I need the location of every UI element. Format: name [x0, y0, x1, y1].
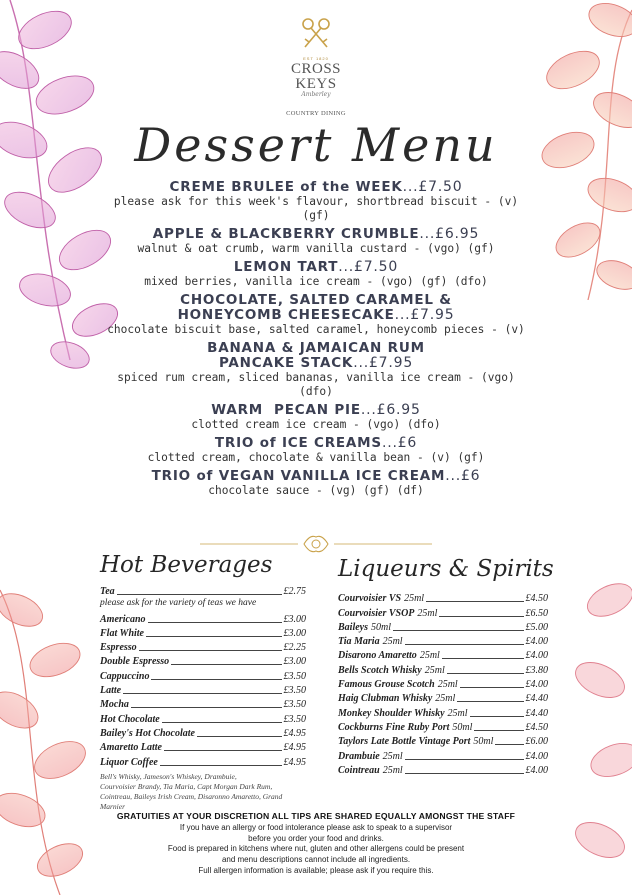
- dessert-name-rest: WEEK: [355, 179, 403, 195]
- list-item: [338, 661, 548, 675]
- dessert-price: ...£6: [445, 468, 481, 484]
- item-name: Liquor Coffee: [100, 756, 158, 768]
- leader-line: [160, 765, 282, 766]
- dessert-name-line1: BANANA & JAMAICAN RUM: [207, 340, 425, 356]
- hot-beverages-list: [100, 583, 306, 812]
- list-item: [100, 710, 306, 724]
- dessert-name-line1: CHOCOLATE, SALTED CARAMEL &: [180, 292, 452, 308]
- item-name: Double Espresso: [100, 656, 170, 668]
- item-price: £4.95: [283, 742, 306, 754]
- dessert-item: [100, 293, 532, 337]
- item-price: £4.00: [525, 636, 548, 648]
- dessert-name-rest: VEGAN VANILLA ICE CREAM: [218, 468, 446, 484]
- item-price: £3.50: [283, 699, 306, 711]
- list-item: [338, 604, 548, 618]
- item-name: Drambuie: [338, 750, 380, 762]
- cross-keys-logo: [270, 16, 362, 117]
- logo-name-line1: CROSS: [290, 61, 342, 77]
- dessert-list: [100, 180, 532, 502]
- liquor-note-line: Courvoisier Brandy, Tia Maria, Capt Morgan Dark Rum,: [100, 781, 273, 791]
- list-item: [338, 733, 548, 747]
- dessert-price: ...£6.95: [360, 402, 421, 418]
- list-item: [100, 610, 306, 624]
- dessert-item: [100, 180, 532, 223]
- leader-line: [171, 664, 281, 665]
- item-name: Cointreau: [338, 764, 380, 776]
- leader-line: [460, 687, 524, 688]
- item-name: Monkey Shoulder Whisky: [338, 707, 445, 719]
- item-price: £2.25: [283, 642, 306, 654]
- ornament-divider: [200, 534, 432, 554]
- spirit-rows: [338, 590, 548, 776]
- allergen-line: and menu descriptions cannot include all ingredients.: [221, 855, 411, 865]
- dessert-item: [100, 403, 532, 432]
- dessert-description: chocolate sauce - (vg) (gf) (df): [208, 484, 424, 497]
- leader-line: [393, 630, 524, 631]
- item-price: £4.00: [525, 750, 548, 762]
- item-size: 25ml: [419, 650, 440, 662]
- item-name: Courvoisier VSOP: [338, 607, 415, 619]
- item-price: £3.50: [283, 685, 306, 697]
- hot-beverages-title: Hot Beverages: [100, 552, 273, 578]
- dessert-name-line2: PANCAKE STACK: [218, 355, 354, 371]
- dessert-name: TRIO: [151, 468, 191, 484]
- item-name: Courvoisier VS: [338, 593, 402, 605]
- dessert-description: clotted cream ice cream - (vgo) (dfo): [191, 418, 441, 431]
- item-price: £4.40: [525, 707, 548, 719]
- liquor-note-line: Bell's Whisky, Jameson's Whiskey, Drambuie,: [100, 771, 237, 781]
- list-item: [100, 696, 306, 710]
- dessert-price: ...£7.95: [394, 307, 455, 323]
- item-size: 25ml: [437, 679, 458, 691]
- item-name: Amaretto Latte: [100, 742, 162, 754]
- leader-line: [457, 701, 523, 702]
- list-item: [100, 682, 306, 696]
- list-item: [338, 619, 548, 633]
- item-name: Latte: [100, 685, 122, 697]
- item-name: Haig Clubman Whisky: [338, 693, 433, 705]
- list-item: [338, 762, 548, 776]
- list-item: [338, 647, 548, 661]
- allergen-line: Food is prepared in kitchens where nut, gluten and other allergens could be present: [167, 844, 465, 854]
- dessert-description: walnut & oat crumb, warm vanilla custard - (vgo) (gf): [137, 242, 495, 255]
- leader-line: [442, 658, 524, 659]
- list-item: [338, 719, 548, 733]
- item-price: £3.00: [283, 613, 306, 625]
- list-item: [100, 583, 306, 597]
- dessert-price: ...£7.50: [402, 179, 463, 195]
- item-price: £6.50: [525, 607, 548, 619]
- item-name: Bells Scotch Whisky: [338, 664, 422, 676]
- dessert-name: CREME BRULEE: [169, 179, 295, 195]
- item-name: Mocha: [100, 699, 129, 711]
- hot-beverage-rows: [100, 610, 306, 767]
- item-name: Flat White: [100, 627, 144, 639]
- dessert-price: ...£7.50: [338, 259, 399, 275]
- leader-line: [405, 759, 524, 760]
- allergen-line: If you have an allergy or food intolerance please ask to speak to a supervisor: [179, 823, 453, 832]
- item-price: £3.00: [283, 627, 306, 639]
- leader-line: [405, 773, 524, 774]
- leader-line: [151, 679, 281, 680]
- dessert-description: clotted cream, chocolate & vanilla bean - (v) (gf): [147, 451, 485, 464]
- item-size: 25ml: [382, 636, 403, 648]
- item-price: £4.00: [525, 650, 548, 662]
- dessert-item: [100, 227, 532, 256]
- leader-line: [162, 722, 282, 723]
- item-name: Cockburns Fine Ruby Port: [338, 721, 450, 733]
- liqueurs-spirits-title: Liqueurs & Spirits: [338, 556, 554, 582]
- list-item: [100, 753, 306, 767]
- item-size: 25ml: [447, 707, 468, 719]
- logo-place: Amberley: [301, 91, 331, 98]
- dessert-name-line2: HONEYCOMB CHEESECAKE: [177, 307, 395, 323]
- item-price: £4.95: [283, 756, 306, 768]
- item-price: £5.00: [525, 621, 548, 633]
- list-item: [338, 590, 548, 604]
- liquor-note-line: Cointreau, Baileys Irish Cream, Disaronno Amaretto, Grand Marnier: [100, 791, 283, 811]
- list-item: [338, 633, 548, 647]
- list-item: [100, 653, 306, 667]
- dessert-description: chocolate biscuit base, salted caramel, honeycomb pieces - (v): [107, 323, 525, 336]
- dessert-item: [100, 260, 532, 289]
- dessert-item: [100, 436, 532, 465]
- item-name: Espresso: [100, 642, 137, 654]
- leader-line: [470, 716, 524, 717]
- dessert-description: mixed berries, vanilla ice cream - (vgo) (gf) (dfo): [144, 275, 488, 288]
- item-price: £4.95: [283, 727, 306, 739]
- item-size: 25ml: [404, 593, 425, 605]
- spirits-list: [338, 590, 548, 776]
- allergen-line: Full allergen information is available; please ask if you require this.: [198, 865, 434, 875]
- list-item: [100, 667, 306, 681]
- item-price: £4.50: [525, 593, 548, 605]
- item-name: Americano: [100, 613, 146, 625]
- item-price: £6.00: [525, 736, 548, 748]
- logo-name-line2: KEYS: [295, 76, 337, 92]
- leader-line: [474, 730, 523, 731]
- item-price: £3.00: [283, 656, 306, 668]
- dessert-name: APPLE & BLACKBERRY CRUMBLE: [152, 226, 420, 242]
- list-item: [338, 704, 548, 718]
- dessert-name: TRIO: [214, 435, 255, 451]
- item-price: £4.40: [525, 693, 548, 705]
- item-name: Tia Maria: [338, 636, 380, 648]
- leader-line: [117, 594, 282, 595]
- list-item: [100, 625, 306, 639]
- item-size: 25ml: [424, 664, 445, 676]
- list-item: [100, 639, 306, 653]
- item-name: Baileys: [338, 621, 368, 633]
- dessert-name-lc: of: [259, 435, 277, 451]
- leader-line: [148, 622, 282, 623]
- item-name: Famous Grouse Scotch: [338, 679, 435, 691]
- leaf-branch-right-bottom-decoration: [560, 560, 632, 895]
- leader-line: [197, 736, 282, 737]
- dessert-name: LEMON TART: [233, 259, 339, 275]
- leader-line: [131, 707, 282, 708]
- dessert-name: WARM PECAN PIE: [211, 402, 361, 418]
- item-size: 25ml: [382, 764, 403, 776]
- dessert-price: ...£6.95: [419, 226, 480, 242]
- item-size: 25ml: [382, 750, 403, 762]
- list-item: [338, 690, 548, 704]
- dessert-description: spiced rum cream, sliced bananas, vanilla ice cream - (vgo) (dfo): [117, 371, 515, 398]
- item-name: Taylors Late Bottle Vintage Port: [338, 736, 471, 748]
- dessert-item: [100, 341, 532, 399]
- item-price: £3.80: [525, 664, 548, 676]
- list-item: [100, 739, 306, 753]
- item-price: £4.00: [525, 679, 548, 691]
- leader-line: [495, 744, 523, 745]
- list-item: [338, 676, 548, 690]
- item-price: £2.75: [283, 586, 306, 598]
- item-price: £3.50: [283, 713, 306, 725]
- item-size: 50ml: [371, 621, 391, 633]
- item-size: 50ml: [473, 736, 494, 748]
- tea-note: please ask for the variety of teas we have: [100, 598, 257, 609]
- item-name: Cappuccino: [100, 670, 150, 682]
- dessert-name-rest: ICE CREAMS: [281, 435, 382, 451]
- logo-est: EST 1820: [303, 56, 329, 61]
- leader-line: [123, 693, 281, 694]
- dessert-item: [100, 469, 532, 498]
- item-size: 25ml: [435, 693, 456, 705]
- dessert-name-lc: of: [196, 468, 214, 484]
- leader-line: [146, 636, 282, 637]
- liquor-coffee-note: [100, 772, 306, 812]
- page-title: Dessert Menu: [134, 118, 498, 172]
- item-name: Bailey's Hot Chocolate: [100, 727, 195, 739]
- item-size: 25ml: [417, 607, 438, 619]
- leader-line: [405, 644, 524, 645]
- leader-line: [164, 750, 282, 751]
- item-name: Hot Chocolate: [100, 713, 160, 725]
- crossed-keys-icon: [299, 16, 333, 50]
- leader-line: [426, 601, 523, 602]
- list-item: [100, 725, 306, 739]
- item-price: £4.50: [525, 721, 548, 733]
- item-name: Tea: [100, 586, 115, 598]
- gratuities-notice: GRATUITIES AT YOUR DISCRETION ALL TIPS ARE SHARED EQUALLY AMONGST THE STAFF: [116, 811, 516, 821]
- leader-line: [447, 673, 524, 674]
- item-size: 50ml: [452, 721, 473, 733]
- leader-line: [439, 616, 523, 617]
- dessert-name-lc: of the: [300, 179, 351, 195]
- item-name: Disarono Amaretto: [338, 650, 417, 662]
- allergen-line: before you order your food and drinks.: [248, 833, 384, 843]
- leader-line: [139, 650, 282, 651]
- logo-subtitle: COUNTRY DINING: [286, 110, 346, 117]
- item-price: £3.50: [283, 670, 306, 682]
- footer-notice: [80, 811, 552, 877]
- dessert-description: please ask for this week's flavour, shortbread biscuit - (v) (gf): [113, 195, 519, 222]
- list-item: [338, 747, 548, 761]
- dessert-price: ...£6: [381, 435, 418, 451]
- item-price: £4.00: [525, 764, 548, 776]
- dessert-price: ...£7.95: [353, 355, 414, 371]
